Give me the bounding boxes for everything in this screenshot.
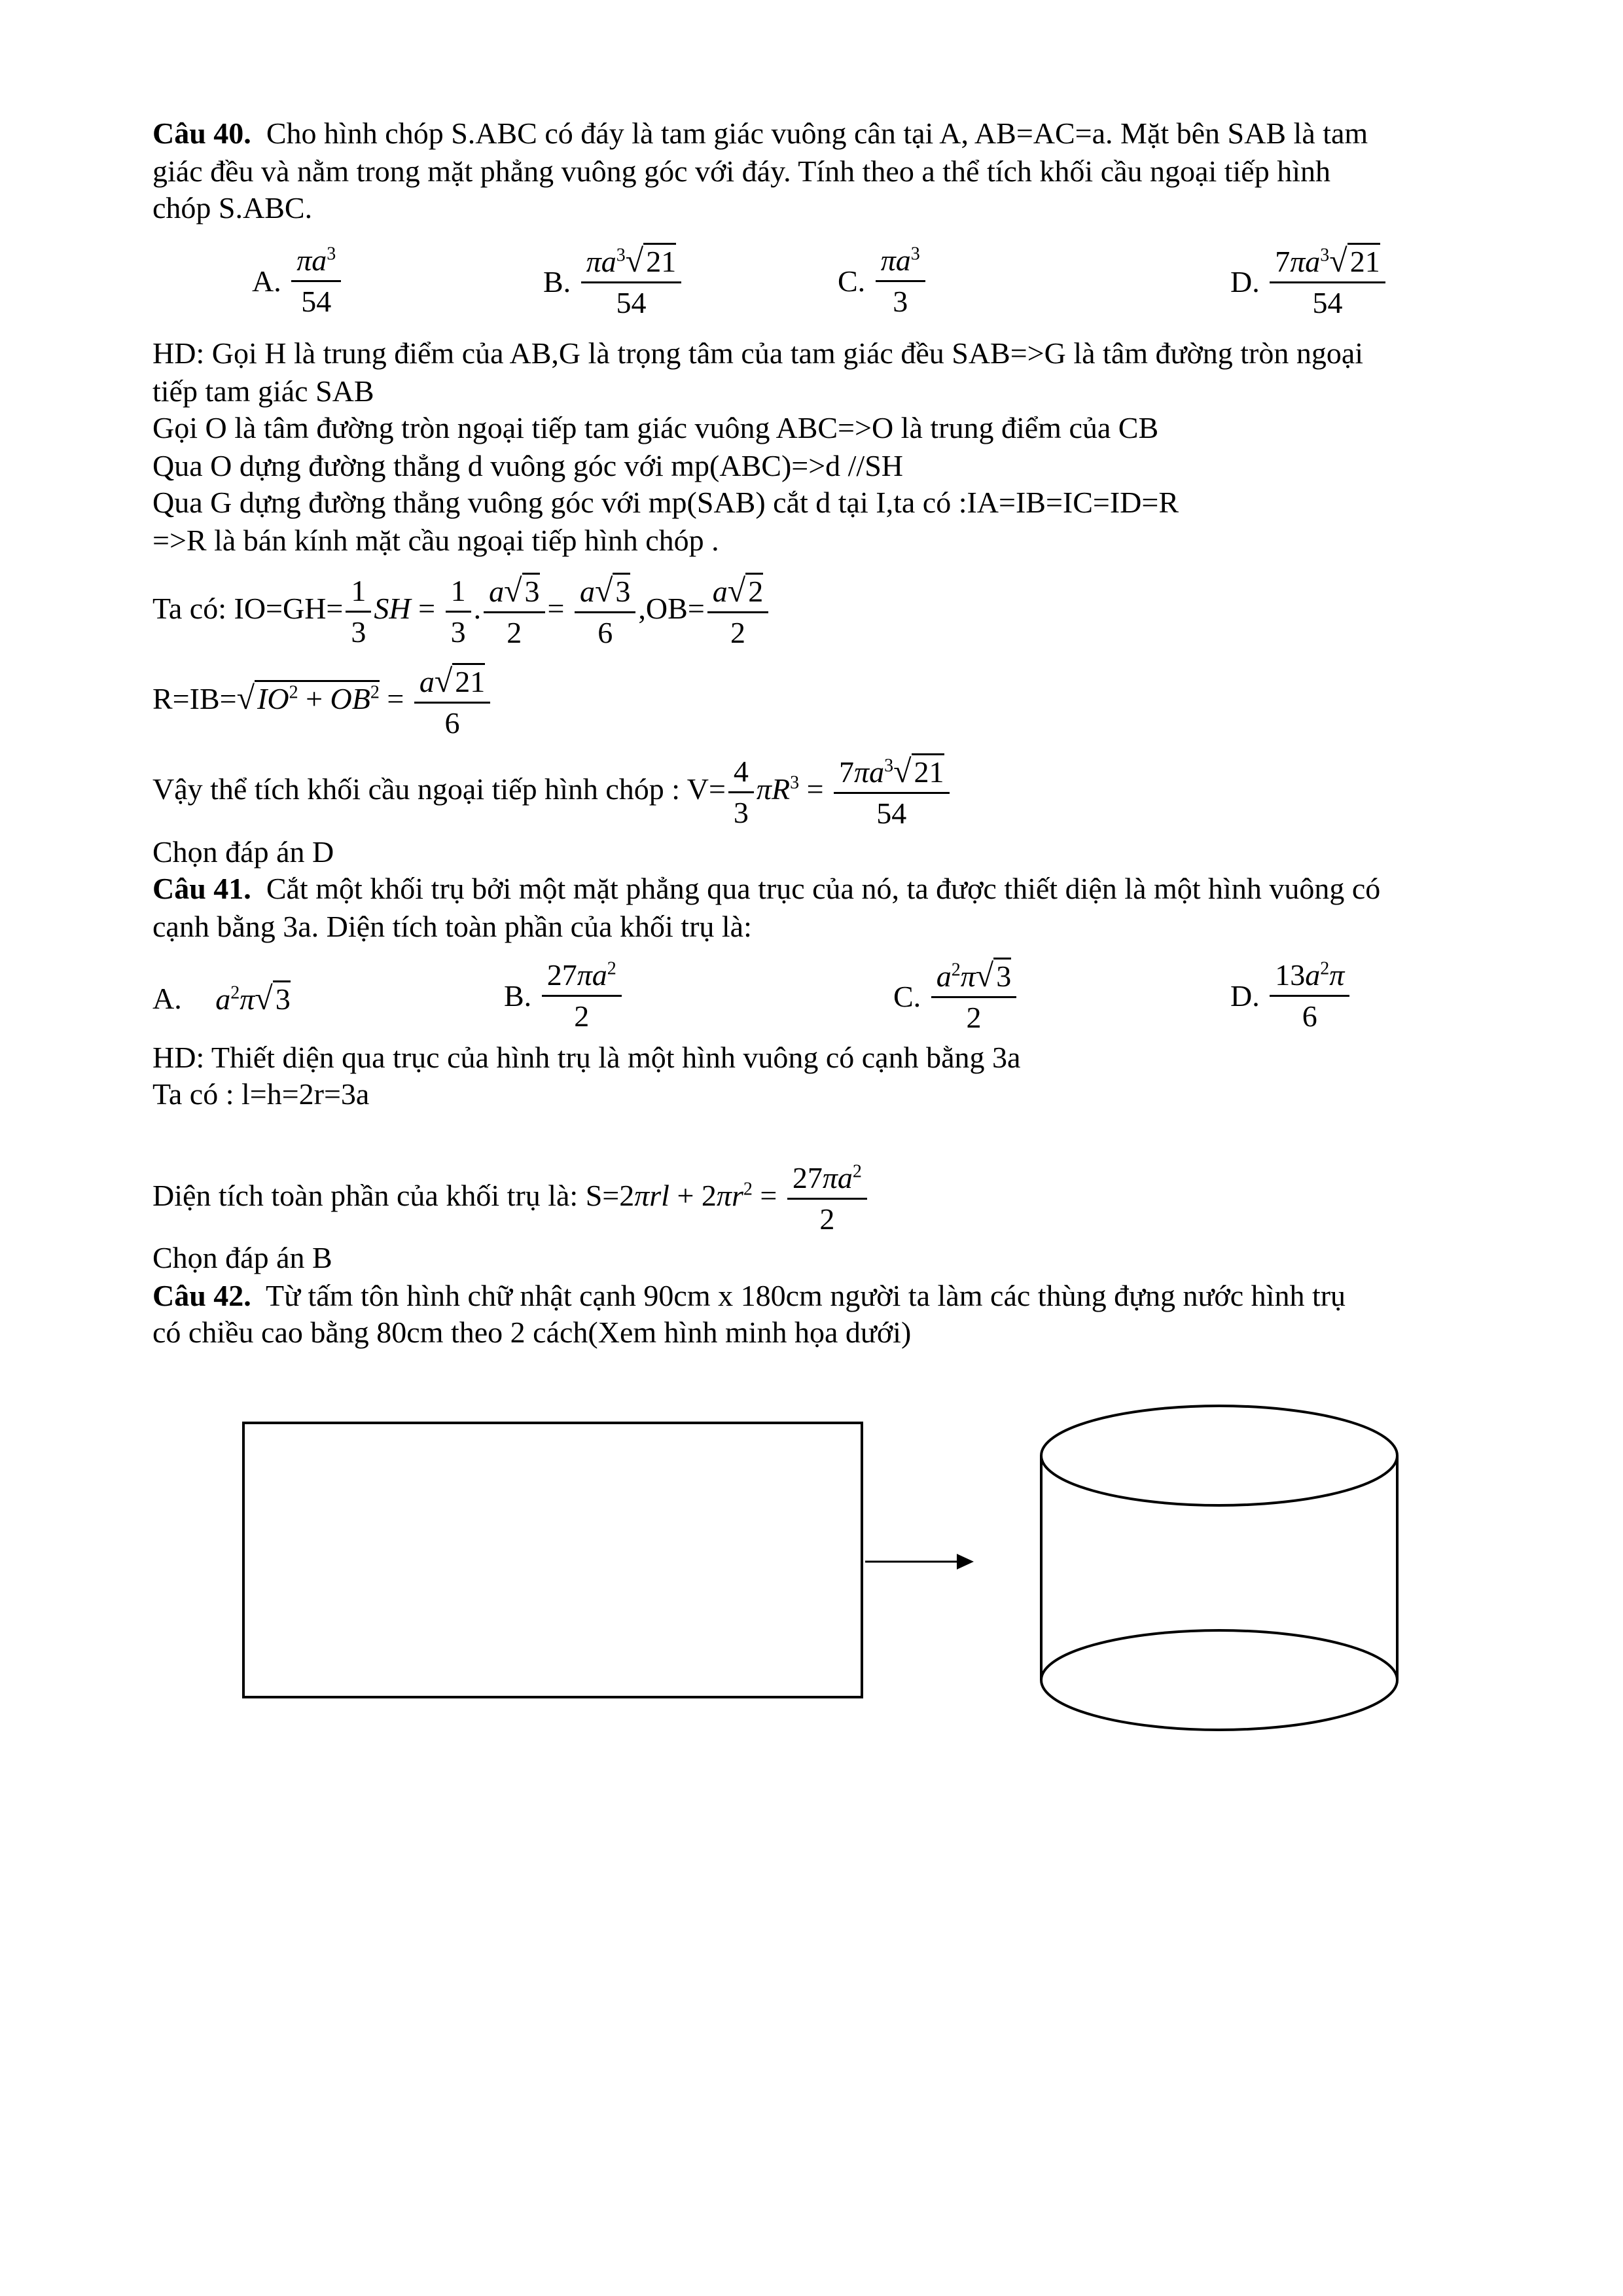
q41-option-d[interactable]: D. $\frac{13a^2\pi}{6}$ [1230,956,1352,1036]
q40-r-label: R=IB= [152,682,237,716]
q40-text-3: chóp S.ABC. [152,191,313,224]
q40-taco-formula: Ta có: IO=GH= $\frac{1}{3}$ SH = $\frac{1}{3}$ . $\frac{a√3}{2}$ = $\frac{a√3}{6}$ ,OB= $\frac{a√2}{2}$ [152,571,771,653]
q40-v-formula: Vậy thể tích khối cầu ngoại tiếp hình chóp : V= $\frac{4}{3}$ $\pi R^3$ = $\frac{7\pi a^3√21}{54}$ [152,751,952,833]
q41-option-b[interactable]: B. $\frac{27\pi a^2}{2}$ [504,956,624,1036]
q41-label: Câu 41. [152,872,251,905]
q40-option-b[interactable]: B. $\frac{\pi a^3√21}{54}$ [543,241,684,323]
q40-option-d-label: D. [1230,265,1260,298]
q41-option-d-label: D. [1230,979,1260,1013]
q41-option-c-label: C. [893,980,921,1013]
q40-option-a[interactable]: A. $\frac{\pi a^3}{54}$ [252,241,344,321]
q41-answer: Chọn đáp án B [152,1241,332,1274]
q42-text-2: có chiều cao bằng 80cm theo 2 cách(Xem hình minh họa dưới) [152,1316,912,1349]
q42-text-1: Từ tấm tôn hình chữ nhật cạnh 90cm x 180cm người ta làm các thùng đựng nước hình trụ [265,1279,1346,1312]
metal-sheet-rectangle [243,1423,862,1697]
q41-option-a-label: A. [152,982,182,1015]
q40-option-c[interactable]: C. $\frac{\pi a^3}{3}$ [838,241,928,321]
q41-hd-2: Ta có : l=h=2r=3a [152,1077,370,1111]
cylinder-shape [1041,1406,1397,1730]
q40-d-den: 54 [1312,286,1343,319]
q42-label: Câu 42. [152,1279,251,1312]
q40-hd-2: tiếp tam giác SAB [152,374,374,408]
q40-taco-label: Ta có: IO=GH= [152,592,344,626]
q40-ob-label: ,OB= [638,592,705,626]
q40-r-formula: $R=IB=√IO^2 + OB^2$ = $\frac{a√21}{6}$ [152,661,493,743]
q40-c-den: 3 [893,285,908,318]
q40-hd-5: Qua G dựng đường thẳng vuông góc với mp(SAB) cắt d tại I,ta có :IA=IB=IC=ID=R [152,486,1179,519]
q40-v-label: Vậy thể tích khối cầu ngoại tiếp hình chóp : V= [152,772,726,806]
q40-label: Câu 40. [152,117,251,150]
q41-option-c[interactable]: C. $\frac{a^2\pi√3}{2}$ [893,956,1019,1037]
q40-hd-3: Gọi O là tâm đường tròn ngoại tiếp tam giác vuông ABC=>O là trung điểm của CB [152,411,1159,444]
q40-d-radicand: 21 [1347,243,1380,278]
q40-hd-1: HD: Gọi H là trung điểm của AB,G là trọng tâm của tam giác đều SAB=>G là tâm đường tròn ngoại [152,336,1364,370]
q41-s-formula: Diện tích toàn phần của khối trụ là: $S=2\pi rl + 2\pi r^2$ = $\frac{27\pi a^2}{2}$ [152,1158,870,1239]
q41-text-1: Cắt một khối trụ bởi một mặt phẳng qua trục của nó, ta được thiết diện là một hình vuông có [266,872,1381,905]
q40-hd-6: =>R là bán kính mặt cầu ngoại tiếp hình chóp . [152,524,719,557]
q40-option-a-label: A. [252,264,281,298]
q40-option-d[interactable]: D. $\frac{7\pi a^3√21}{54}$ [1230,241,1388,323]
q41-option-a[interactable]: A. $a^2\pi√3$ [152,956,291,1042]
arrow-icon [865,1554,974,1570]
q40-d-coef: 7 [1275,245,1291,278]
q40-text-2: giác đều và nằm trong mặt phẳng vuông góc với đáy. Tính theo a thể tích khối cầu ngoại tiếp hình [152,154,1330,188]
q40-text-1: Cho hình chóp S.ABC có đáy là tam giác vuông cân tại A, AB=AC=a. Mặt bên SAB là tam [266,117,1368,150]
q40-answer: Chọn đáp án D [152,835,334,869]
q40-b-den: 54 [616,286,647,319]
q41-hd-1: HD: Thiết diện qua trục của hình trụ là một hình vuông có cạnh bằng 3a [152,1041,1021,1074]
q41-option-b-label: B. [504,979,532,1013]
q40-hd-4: Qua O dựng đường thẳng d vuông góc với mp(ABC)=>d //SH [152,449,904,482]
q40-option-b-label: B. [543,265,571,298]
q41-text-2: cạnh bằng 3a. Diện tích toàn phần của khối trụ là: [152,910,752,943]
q40-b-radicand: 21 [643,243,676,278]
q41-s-label: Diện tích toàn phần của khối trụ là: S= [152,1179,620,1213]
q40-a-den: 54 [301,285,332,318]
q40-option-c-label: C. [838,264,866,298]
